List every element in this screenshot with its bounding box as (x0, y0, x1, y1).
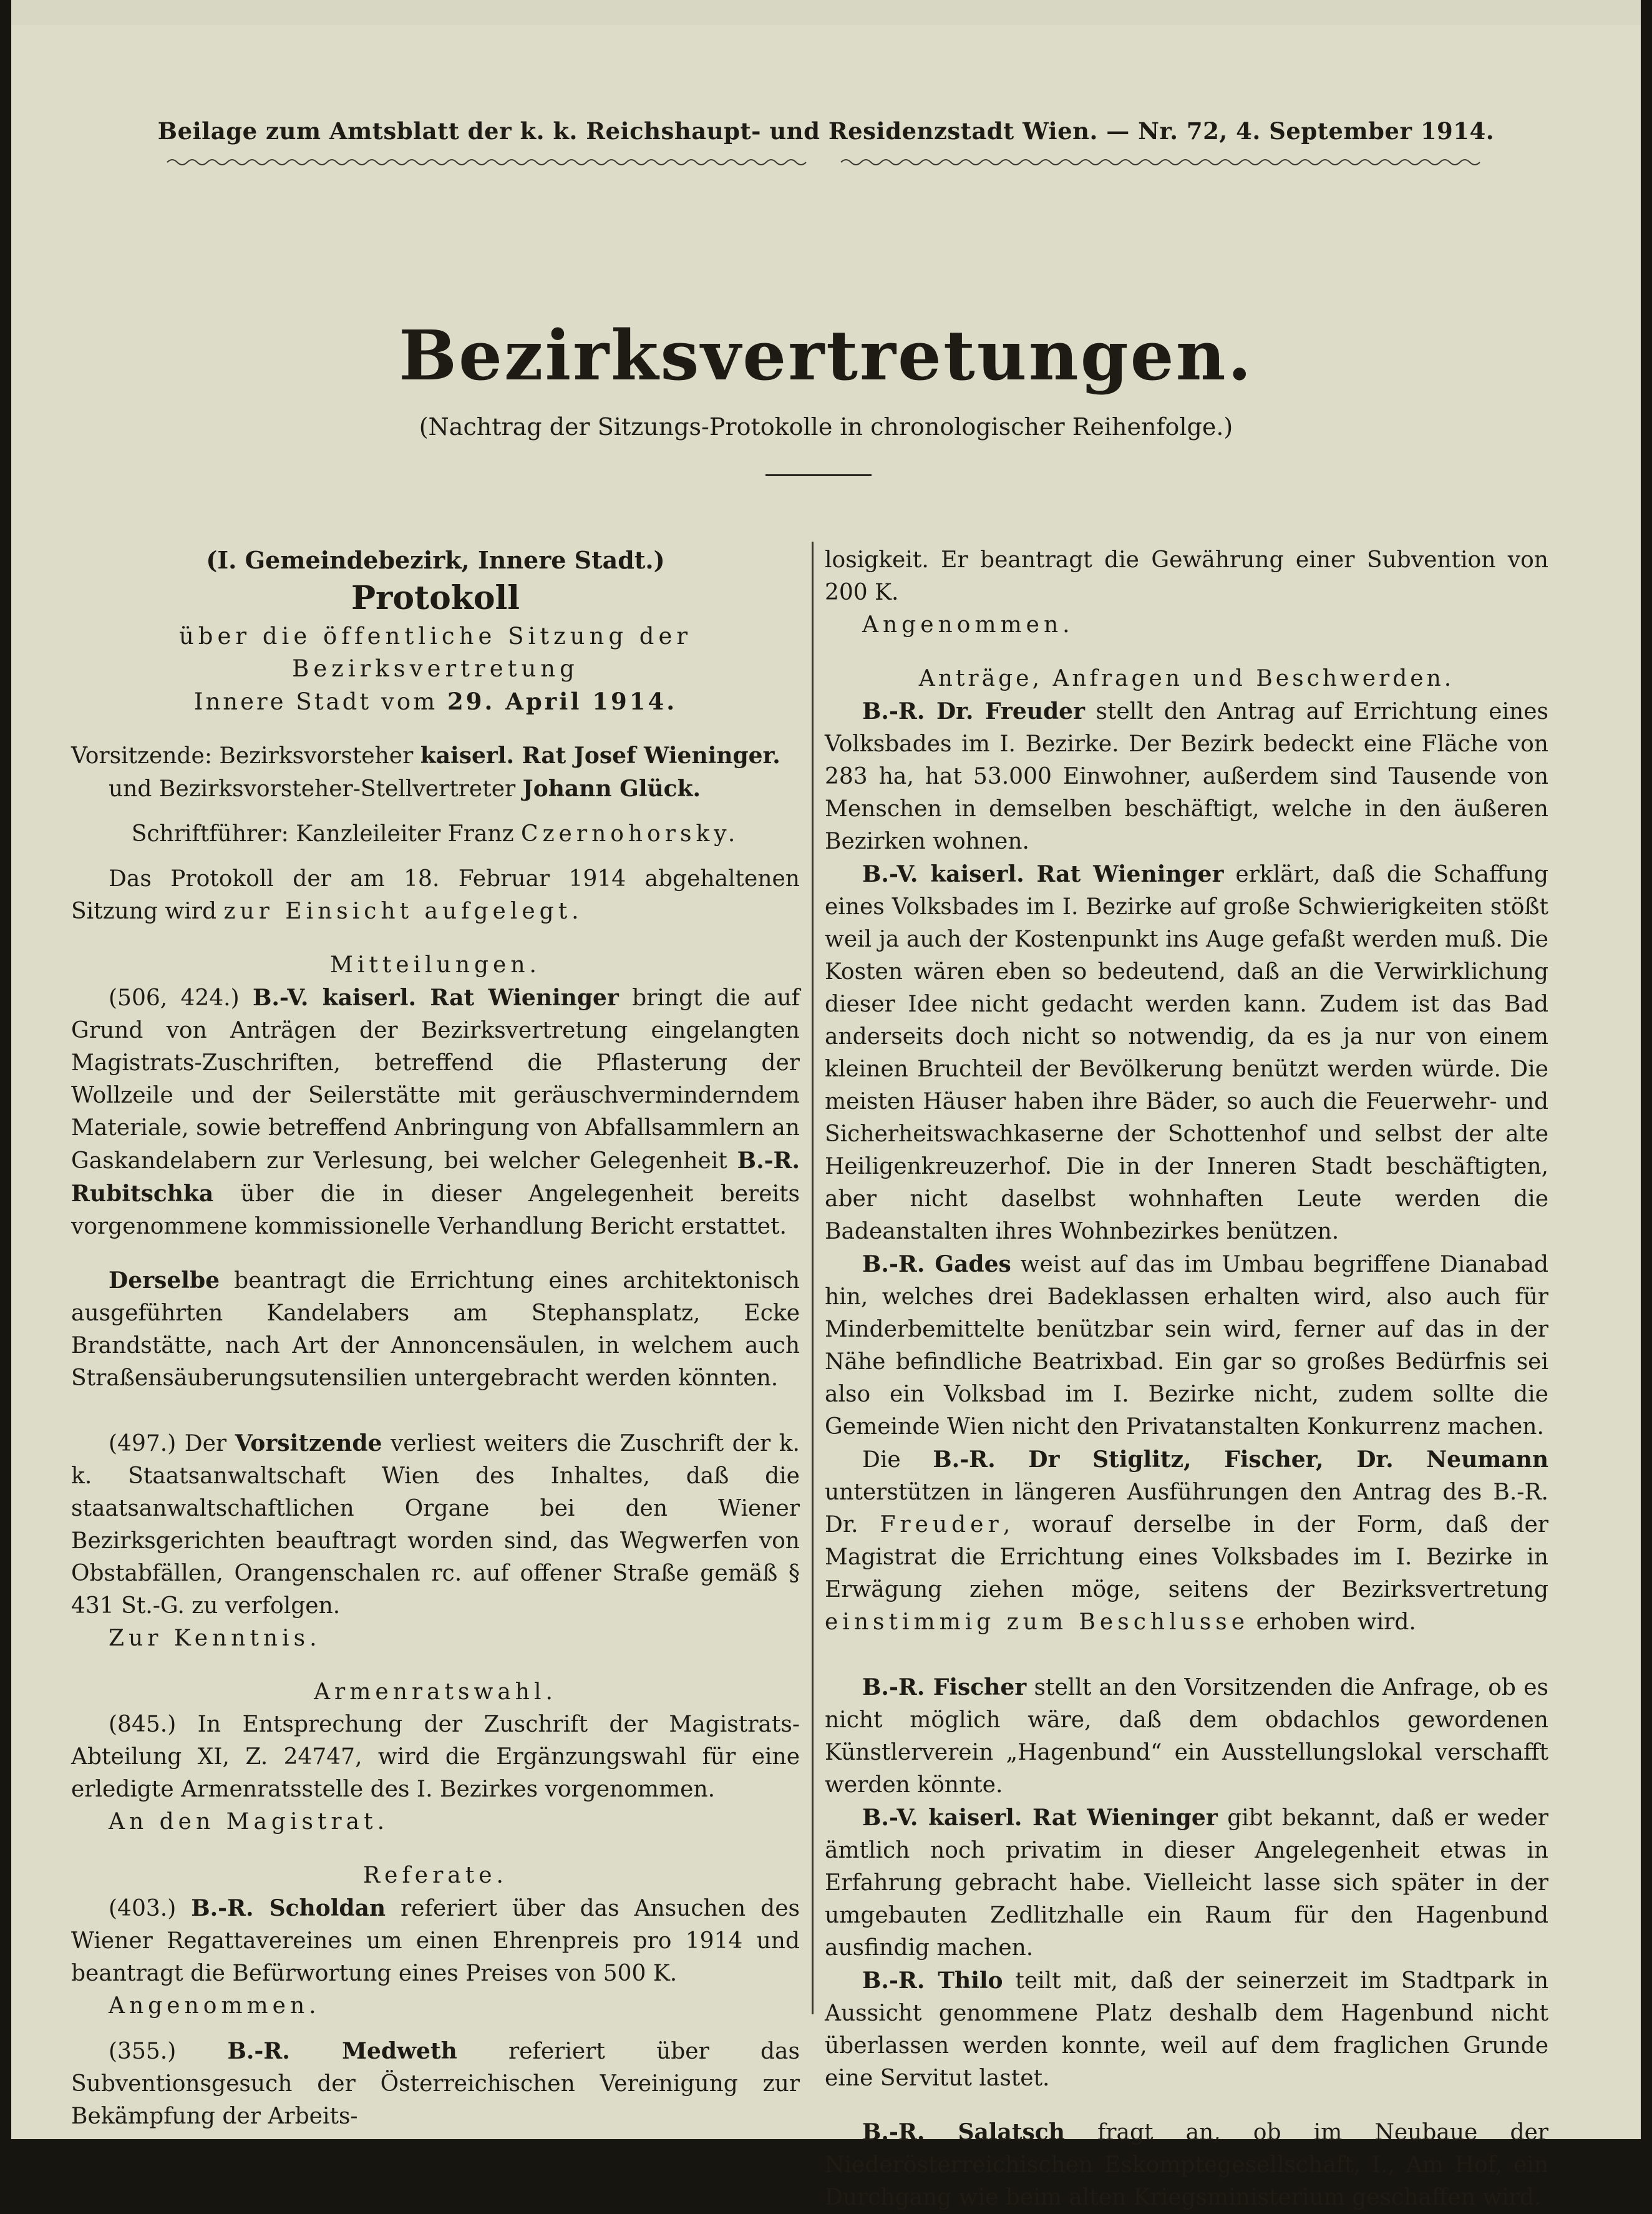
item-355 (71, 2035, 800, 2133)
heading-mitteilungen: Mitteilungen. (330, 952, 541, 978)
resolution-phrase: einstimmig zum Beschlusse (825, 1609, 1250, 1635)
top-strip (11, 0, 1641, 25)
item-text: weist auf das im Umbau begriffene Dianabad hin, welches drei Badeklassen erhalten wird, also auch für Minderbemittelte benützbar sein wird, ferner auf das in der Nähe befindliche Beatrixbad. Ein gar so großes Bedürfnis sei also ein Volksbad im I. Bezirke nicht, zudem sollte die Gemeinde Wien nicht den Privatanstalten Konkurrenz machen. (825, 1252, 1548, 1440)
wavy-rule-right (841, 157, 1484, 167)
item-text: erklärt, daß die Schaffung eines Volksbades im I. Bezirke auf große Schwierigkeiten stößt weil ja auch der Kostenpunkt ins Auge gefaßt werden muß. Die Kosten wären eben so bedeutend, daß an die Verwirklichung dieser Idee nicht gedacht werden kann. Zudem ist das Bad anderseits doch nicht so notwendig, da es ja nur von einem kleinen Bruchteil der Bevölkerung benützt werden würde. Die meisten Häuser haben ihre Bäder, so auch die Feuerwehr- und Sicherheitswachkaserne der Schottenhof und selbst der alte Heiligenkreuzerhof. Die in der Inneren Stadt beschäftigten, aber nicht daselbst wohnhaften Leute werden die Badeanstalten ihres Wohnbezirkes benützen. (825, 862, 1548, 1244)
item-403 (71, 1892, 800, 1990)
speaker-name: Derselbe (109, 1267, 220, 1294)
speaker-name: B.-V. kaiserl. Rat Wieninger (252, 985, 619, 1011)
item-derselbe (71, 1264, 800, 1395)
item-355-continued: losigkeit. Er beantragt die Gewährung einer Subvention von 200 K. (825, 547, 1548, 605)
remark-thilo (825, 1964, 1548, 2095)
previous-minutes-text: Das Protokoll der am 18. Februar 1914 abgehaltenen Sitzung wird (71, 866, 800, 924)
heading-antraege: Anträge, Anfragen und Beschwerden. (918, 666, 1455, 691)
deputy-name: Johann Glück. (522, 776, 701, 802)
item-text: stellt an den Vorsitzenden die Anfrage, ob es nicht möglich wäre, daß dem obdachlos gewordenen Künstlerverein „Hagenbund“ ein Ausstellungslokal verschafft werden könnte. (825, 1675, 1549, 1798)
item-text: teilt mit, daß der seinerzeit im Stadtpark in Aussicht genommene Platz deshalb dem Hagenbund nicht überlassen werden konnte, weil auf dem fraglichen Grunde eine Servitut lastet. (825, 1968, 1548, 2091)
item-text: erhoben wird. (1249, 1609, 1416, 1635)
item-text: stellt den Antrag auf Errichtung eines Volksbades im I. Bezirke. Der Bezirk bedeckt eine Fläche von 283 ha, hat 53.000 Einwohner, außerdem sind Tausende von Menschen in demselben beschäftigt, welche in den äußeren Bezirken wohnen. (825, 699, 1548, 854)
title-divider (765, 474, 872, 476)
item-text: gibt bekannt, daß er weder ämtlich noch privatim in dieser Angelegenheit etwas in Erfahrung gebracht habe. Vielleicht lasse sich später in der umgebauten Zedlitzhalle ein Raum für den Hagenbund ausfindig machen. (825, 1805, 1548, 1961)
item-text: referiert über das Subventionsgesuch der Österreichischen Vereinigung zur Bekämpfung der Arbeits- (71, 2039, 800, 2129)
speaker-name: B.-R. Rubitschka (71, 1148, 800, 1207)
page-subtitle: (Nachtrag der Sitzungs-Protokolle in chronologischer Reihenfolge.) (419, 413, 1233, 441)
heading-referate: Referate. (363, 1863, 508, 1888)
page-title: Bezirksvertretungen. (399, 315, 1253, 396)
item-text: über die in dieser Angelegenheit bereits vorgenommene kommissionelle Verhandlung Bericht erstattet. (71, 1181, 800, 1239)
question-fischer (825, 1671, 1548, 1802)
left-column (71, 544, 800, 2133)
item-845: (845.) In Entsprechung der Zuschrift der Magistrats-Abteilung XI, Z. 24747, wird die Ergänzungswahl für eine erledigte Armenratsstelle des I. Bezirkes vorgenommen. (71, 1712, 800, 1802)
page-header: Beilage zum Amtsblatt der k. k. Reichshaupt- und Residenzstadt Wien. — Nr. 72, 4. September 1914. (157, 117, 1495, 145)
right-column (825, 544, 1548, 2214)
protocol-line-2-text: Innere Stadt vom (193, 688, 447, 715)
wavy-rule-left (167, 157, 810, 167)
previous-minutes-resolution: zur Einsicht aufgelegt. (223, 899, 583, 924)
question-salatsch (825, 2116, 1548, 2214)
column-divider (812, 542, 814, 2014)
protocol-heading: Protokoll (351, 579, 520, 617)
speaker-name: B.-R. Salatsch (862, 2119, 1065, 2145)
item-number: (497.) Der (109, 1431, 235, 1456)
chair-name: kaiserl. Rat Josef Wieninger. (420, 743, 780, 769)
speaker-name: Freuder (880, 1512, 1003, 1538)
item-number: (403.) (109, 1896, 192, 1921)
support-motion (825, 1443, 1548, 1639)
speaker-name: B.-R. Medweth (227, 2038, 457, 2064)
speaker-name: Vorsitzende (235, 1430, 382, 1456)
speaker-name: B.-R. Gades (862, 1251, 1011, 1277)
chair-label: Vorsitzende: Bezirksvorsteher (71, 743, 420, 769)
meeting-date: 29. April 1914. (447, 688, 678, 715)
district-heading: (I. Gemeindebezirk, Innere Stadt.) (206, 546, 665, 574)
item-text: verliest weiters die Zuschrift der k. k. Staatsanwaltschaft Wien des Inhaltes, daß die staatsanwaltschaftlichen Organe bei den Wiener Bezirksgerichten beauftragt worden sind, das Wegwerfen von Obstabfällen, Orangenschalen rc. auf offener Straße gemäß § 431 St.-G. zu verfolgen. (71, 1431, 800, 1619)
item-text: bringt die auf Grund von Anträgen der Bezirksvertretung eingelangten Magistrats-Zuschriften, betreffend die Pflasterung der Wollzeile und der Seilerstätte mit geräuschverminderndem Materiale, sowie betreffend Anbringung von Abfallsammlern an Gaskandelabern zur Verlesung, bei welcher Gelegenheit (71, 985, 800, 1174)
item-403-resolution: Angenommen. (109, 1993, 321, 2019)
item-number: (355.) (109, 2039, 228, 2064)
speaker-name: B.-R. Dr Stiglitz, Fischer, Dr. Neumann (933, 1446, 1549, 1473)
speaker-name: B.-V. kaiserl. Rat Wieninger (862, 861, 1224, 887)
secretary-label: Schriftführer: Kanzleileiter Franz (131, 821, 522, 847)
speaker-name: B.-R. Thilo (862, 1968, 1003, 1994)
item-text: beantragt die Errichtung eines architektonisch ausgeführten Kandelabers am Stephansplatz, Ecke Brandstätte, nach Art der Annoncensäulen, in welchem auch Straßensäuberungsutensilien untergebracht werden könnten. (71, 1268, 800, 1391)
heading-armenratswahl: Armenratswahl. (314, 1679, 557, 1705)
item-506-424 (71, 982, 800, 1243)
newspaper-page (11, 0, 1641, 2210)
item-text: fragt an, ob im Neubaue der Niederösterreichischen Eskomptegesellschaft, I., Am Hof, ein Durchgang wie beim alten Kriegsministerium geschaffen wird. (825, 2120, 1549, 2210)
item-text: unterstützen in längeren Ausführungen den Antrag des B.-R. Dr. (825, 1480, 1548, 1538)
reply-wieninger-hagenbund (825, 1802, 1548, 1964)
item-355-resolution: Angenommen. (862, 612, 1074, 638)
chair-line (71, 739, 800, 773)
reply-wieninger (825, 858, 1548, 1248)
item-845-resolution: An den Magistrat. (109, 1809, 389, 1835)
remark-gades (825, 1248, 1548, 1443)
speaker-name: B.-R. Fischer (862, 1674, 1027, 1700)
secretary-line (71, 818, 800, 851)
item-text: referiert über das Ansuchen des Wiener Regattavereines um einen Ehrenpreis pro 1914 und beantragt die Befürwortung eines Preises von 500 K. (71, 1896, 800, 1986)
previous-minutes (71, 863, 800, 928)
speaker-name: B.-R. Dr. Freuder (862, 698, 1086, 724)
deputy-label: und Bezirksvorsteher-Stellvertreter (109, 776, 523, 802)
deputy-line (71, 773, 800, 806)
item-number: (506, 424.) (109, 985, 253, 1011)
item-497-resolution: Zur Kenntnis. (109, 1626, 321, 1651)
speaker-name: B.-V. kaiserl. Rat Wieninger (862, 1805, 1218, 1831)
item-text: , worauf derselbe in der Form, daß der Magistrat die Errichtung eines Volksbades im I. Bezirke in Erwägung ziehen möge, seitens der Bezirksvertretung (825, 1512, 1548, 1602)
item-497 (71, 1427, 800, 1622)
secretary-name: Czernohorsky. (521, 821, 740, 847)
speaker-name: B.-R. Scholdan (191, 1895, 386, 1921)
motion-freuder (825, 695, 1548, 858)
protocol-line-2 (71, 685, 800, 718)
item-text: Die (862, 1447, 933, 1473)
protocol-line-1: über die öffentliche Sitzung der Bezirksvertretung (178, 623, 692, 682)
